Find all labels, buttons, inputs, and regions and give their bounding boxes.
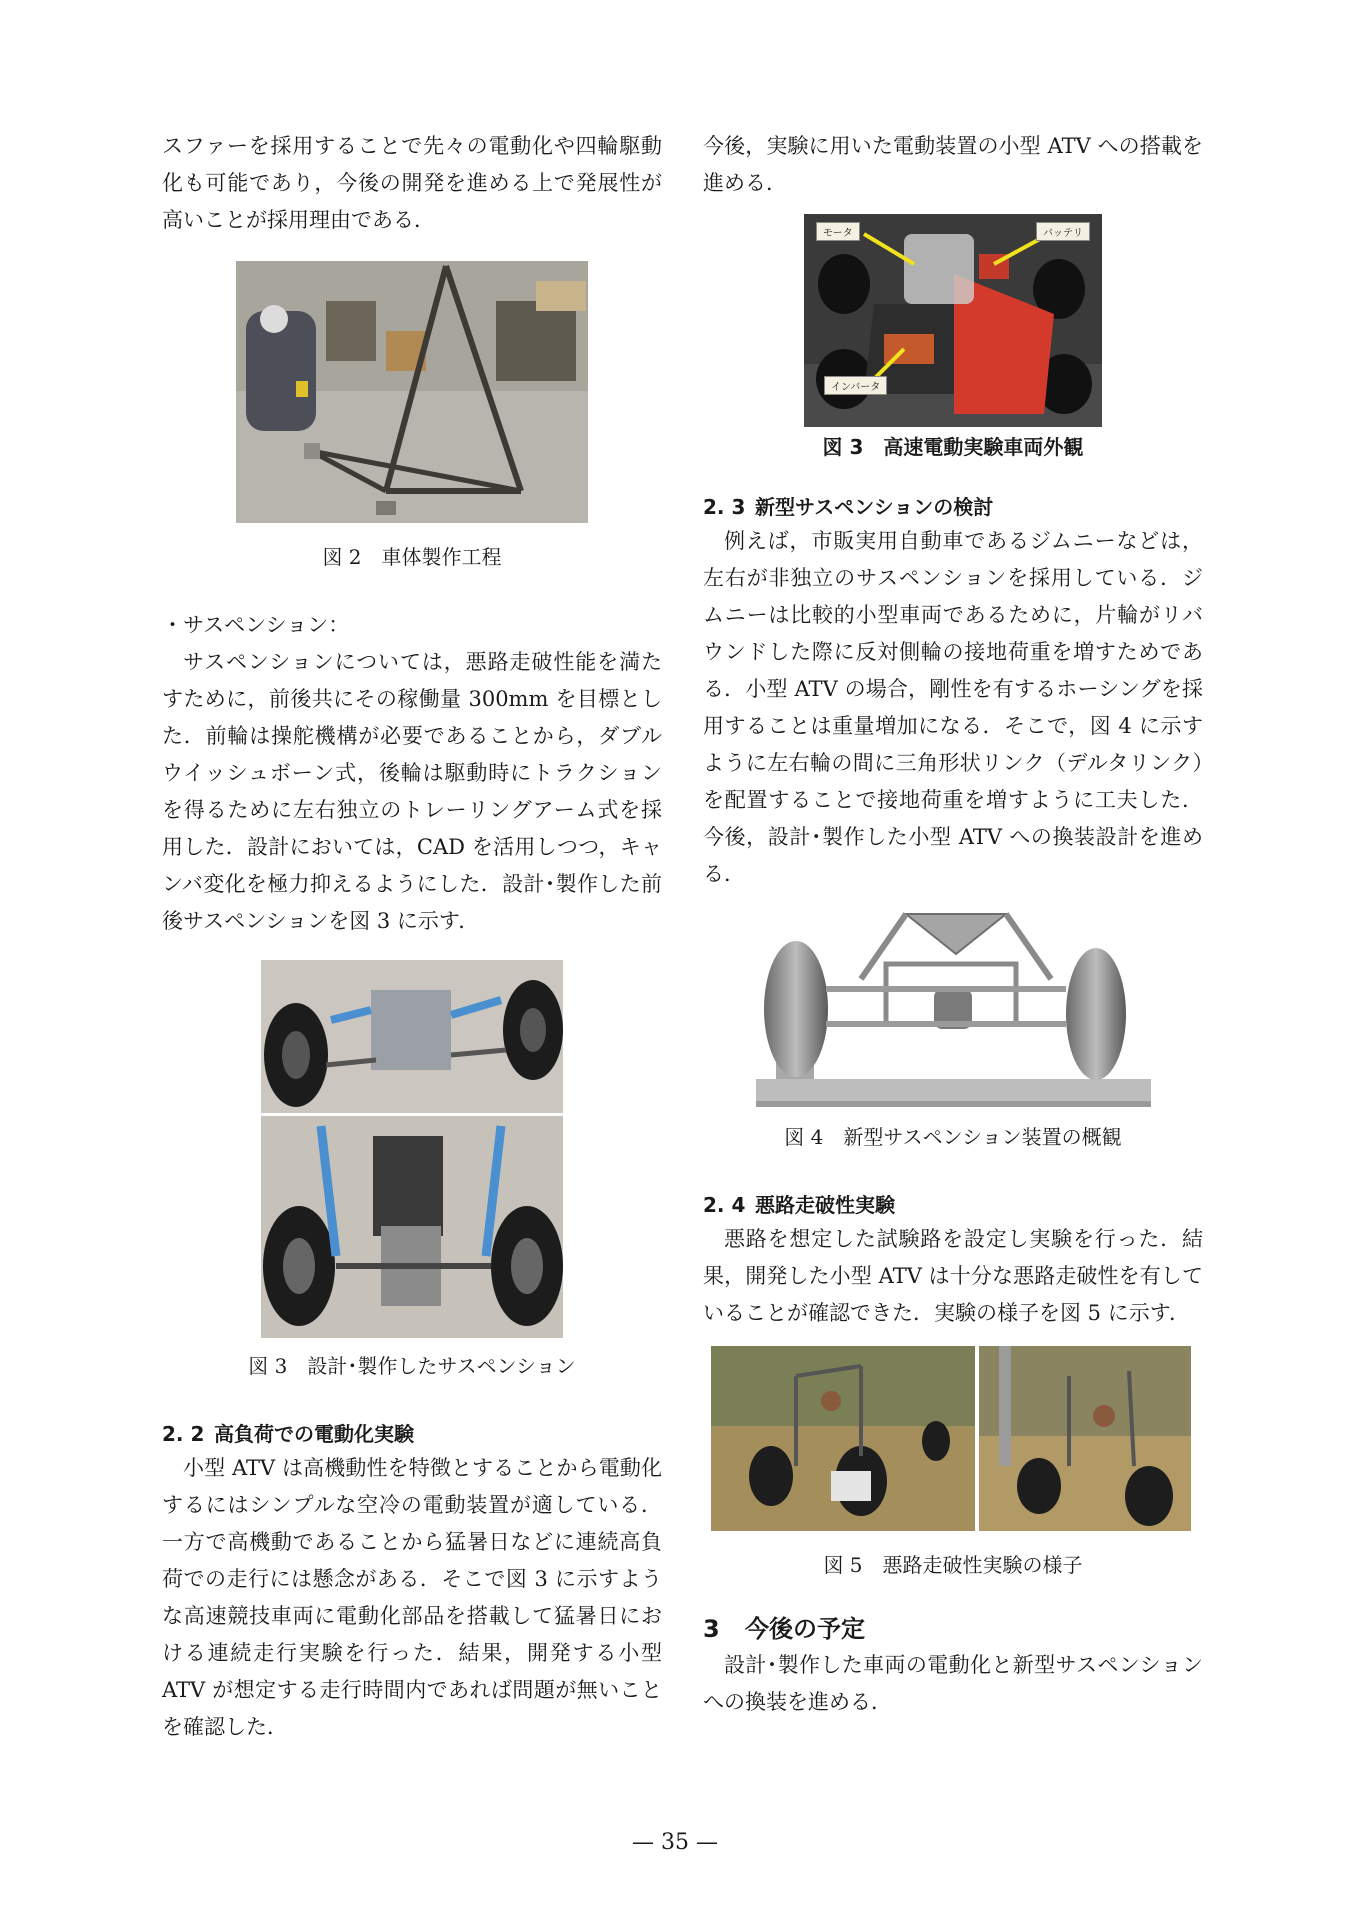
chassis-fabrication-illustration <box>236 261 588 523</box>
rear-suspension-illustration <box>261 1116 563 1338</box>
label-inverter: インバータ <box>824 376 887 395</box>
atv-test-illustration-1 <box>711 1346 975 1531</box>
section-2-4-number: 2. 4 <box>703 1193 746 1217</box>
figure-5-photos <box>711 1346 1191 1531</box>
label-battery: バッテリ <box>1036 222 1090 241</box>
rear-suspension-photo <box>261 1116 563 1338</box>
left-column <box>162 128 662 1746</box>
rough-terrain-photo-1 <box>711 1346 975 1531</box>
rough-terrain-photo-2 <box>979 1346 1191 1531</box>
front-suspension-illustration <box>261 960 563 1113</box>
section-2-2-heading <box>162 1418 662 1450</box>
figure-5-caption: 図 5 悪路走破性実験の様子 <box>823 1553 1083 1577</box>
atv-test-illustration-2 <box>979 1346 1191 1531</box>
section-2-4-heading <box>703 1189 1203 1221</box>
section-3-heading <box>703 1611 1203 1647</box>
label-motor: モータ <box>816 222 860 241</box>
figure-2-caption: 図 2 車体製作工程 <box>322 545 502 569</box>
right-intro-paragraph: 今後，実験に用いた電動装置の小型 ATV への搭載を進める． <box>703 134 1203 195</box>
figure-4-caption: 図 4 新型サスペンション装置の概観 <box>784 1125 1122 1149</box>
figure-4-cad <box>756 909 1151 1109</box>
figure-3b-photo <box>804 214 1102 427</box>
figure-2-photo <box>236 261 588 523</box>
section-2-2-title: 高負荷での電動化実験 <box>214 1422 414 1446</box>
section-3-title: 今後の予定 <box>745 1615 865 1643</box>
suspension-heading: ・サスペンション： <box>162 613 350 637</box>
section-3-paragraph: 設計･製作した車両の電動化と新型サスペンションへの換装を進める． <box>703 1653 1203 1714</box>
figure-3-photos <box>261 960 563 1338</box>
figure-3-caption: 図 3 設計･製作したサスペンション <box>248 1354 576 1378</box>
left-intro-paragraph: スファーを採用することで先々の電動化や四輪駆動化も可能であり，今後の開発を進める上で発展性が高いことが採用理由である． <box>162 134 662 232</box>
section-3-number: 3 <box>703 1615 720 1643</box>
section-2-4-title: 悪路走破性実験 <box>755 1193 895 1217</box>
section-2-3-heading <box>703 491 1203 523</box>
section-2-3-number: 2. 3 <box>703 495 746 519</box>
right-column <box>703 128 1203 1721</box>
delta-link-suspension-illustration <box>756 909 1151 1109</box>
section-2-3-paragraph: 例えば，市販実用自動車であるジムニーなどは，左右が非独立のサスペンションを採用している．ジムニーは比較的小型車両であるために，片輪がリバウンドした際に反対側輪の接地荷重を増すためである．小型 ATV の場合，剛性を有するホーシングを採用することは重量増加になる．そこで，図 4 に示すように左右輪の間に三角形状リンク（デルタリンク）を配置することで接地荷重を増すように工夫した．今後，設計･製作した小型 ATV への換装設計を進める． <box>703 529 1203 886</box>
section-2-2-number: 2. 2 <box>162 1422 205 1446</box>
page-number: — 35 — <box>632 1830 718 1855</box>
section-2-4-paragraph: 悪路を想定した試験路を設定し実験を行った．結果，開発した小型 ATV は十分な悪路走破性を有していることが確認できた．実験の様子を図 5 に示す． <box>703 1227 1203 1325</box>
electric-kart-illustration <box>804 214 1102 427</box>
figure-3b-caption: 図 3 高速電動実験車両外観 <box>822 435 1084 459</box>
front-suspension-photo <box>261 960 563 1113</box>
section-2-2-paragraph: 小型 ATV は高機動性を特徴とすることから電動化するにはシンプルな空冷の電動装置が適している．一方で高機動であることから猛暑日などに連続高負荷での走行には懸念がある．そこで図 3 に示すような高速競技車両に電動化部品を搭載して猛暑日における連続走行実験を行った．結果，開発する小型 ATV が想定する走行時間内であれば問題が無いことを確認した． <box>162 1456 662 1739</box>
section-2-3-title: 新型サスペンションの検討 <box>755 495 994 519</box>
suspension-paragraph: サスペンションについては，悪路走破性能を満たすために，前後共にその稼働量 300mm を目標とした．前輪は操舵機構が必要であることから，ダブルウイッシュボーン式，後輪は駆動時にトラクションを得るために左右独立のトレーリングアーム式を採用した．設計においては，CAD を活用しつつ，キャンバ変化を極力抑えるようにした．設計･製作した前後サスペンションを図 3 に示す． <box>162 650 662 933</box>
